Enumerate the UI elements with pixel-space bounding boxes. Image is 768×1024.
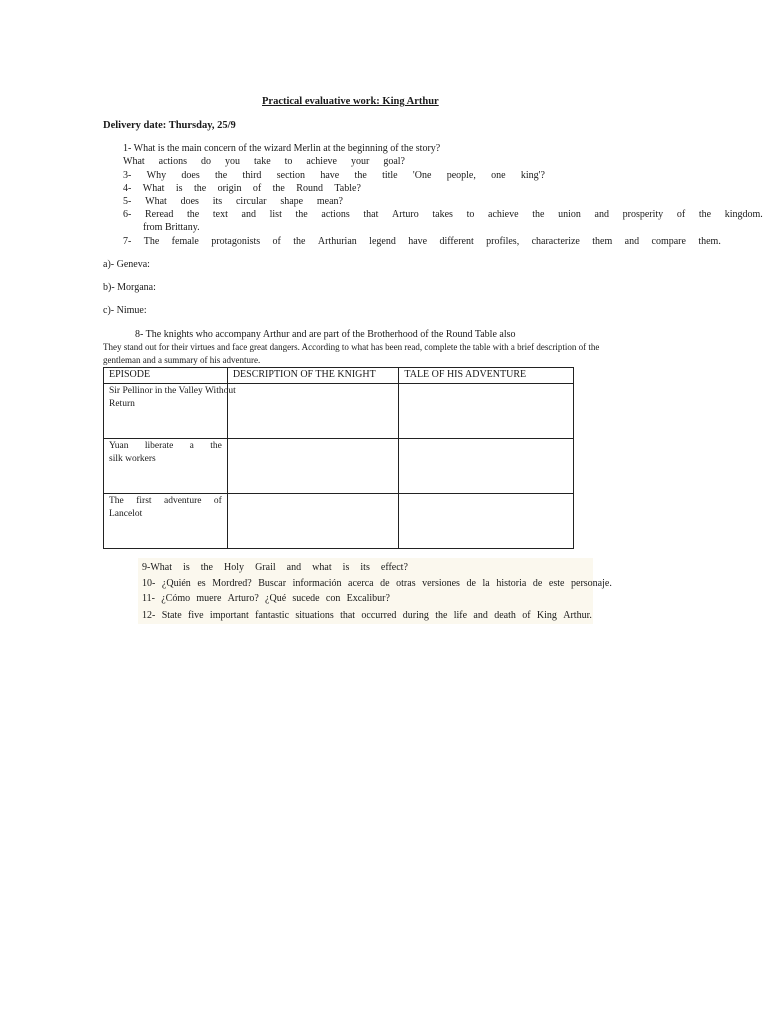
header-tale: TALE OF HIS ADVENTURE	[399, 368, 574, 384]
word: adventure	[164, 496, 202, 506]
word: death	[494, 610, 516, 621]
word: to	[284, 156, 293, 167]
episode-line-2: Lancelot	[109, 509, 143, 519]
word: list	[269, 209, 282, 220]
word: five	[188, 610, 204, 621]
word: union	[558, 209, 581, 220]
word: the	[698, 209, 712, 220]
word: de	[466, 578, 476, 589]
word: female	[171, 236, 199, 247]
word: 4-	[123, 183, 132, 194]
word: and	[624, 236, 640, 247]
question-1: 1- What is the main concern of the wizard Merlin at the beginning of the story?	[123, 143, 441, 154]
table-row	[104, 494, 574, 549]
word: acerca	[348, 578, 374, 589]
word: effect?	[380, 562, 408, 573]
word: ¿Qué	[265, 593, 287, 604]
word: take	[253, 156, 271, 167]
word: otras	[396, 578, 416, 589]
word: historia	[496, 578, 527, 589]
word: different	[439, 236, 474, 247]
word: takes	[432, 209, 453, 220]
word: shape	[280, 196, 304, 207]
word: a	[189, 441, 194, 451]
word: Reread	[145, 209, 174, 220]
word: Excalibur?	[346, 593, 390, 604]
word: es	[197, 578, 206, 589]
episode-line-2: Return	[109, 399, 135, 409]
word: Round	[296, 183, 323, 194]
word: king'?	[520, 170, 545, 181]
word: and	[241, 209, 256, 220]
question-10	[142, 578, 612, 589]
delivery-date: Delivery date: Thursday, 25/9	[103, 120, 236, 131]
word: the	[435, 610, 448, 621]
question-5	[123, 196, 343, 207]
table-header-row	[104, 368, 574, 384]
header-episode: EPISODE	[104, 368, 228, 384]
word: and	[594, 209, 609, 220]
word: its	[212, 196, 223, 207]
word: section	[276, 170, 306, 181]
word: of	[252, 183, 262, 194]
word: Mordred?	[212, 578, 252, 589]
word: is	[342, 562, 350, 573]
episode-line-1	[109, 495, 222, 508]
word: este	[548, 578, 565, 589]
word: goal?	[383, 156, 405, 167]
word: 'One	[412, 170, 432, 181]
word: does	[180, 196, 199, 207]
word: personaje.	[571, 578, 612, 589]
word: you	[224, 156, 240, 167]
word: the	[532, 209, 545, 220]
word: legend	[369, 236, 396, 247]
word: one	[491, 170, 506, 181]
description-cell[interactable]	[227, 384, 399, 439]
answer-geneva-label: a)- Geneva:	[103, 259, 150, 270]
question-8-line-1: 8- The knights who accompany Arthur and are part of the Brotherhood of the Round Table also	[135, 329, 516, 340]
word: Why	[146, 170, 167, 181]
word: circular	[235, 196, 267, 207]
document-title: Practical evaluative work: King Arthur	[262, 96, 439, 107]
answer-morgana-label: b)- Morgana:	[103, 282, 156, 293]
word: life	[453, 610, 468, 621]
question-6	[123, 209, 763, 220]
word: and	[473, 610, 488, 621]
word: 11-	[142, 593, 155, 604]
word: Arturo?	[227, 593, 259, 604]
word: have	[320, 170, 340, 181]
word: of	[213, 496, 222, 506]
question-6-continuation: from Brittany.	[143, 222, 200, 233]
word: during	[402, 610, 429, 621]
word: The	[143, 236, 160, 247]
word: The	[109, 496, 124, 506]
tale-cell[interactable]	[399, 384, 574, 439]
question-1-continuation	[123, 156, 405, 167]
word: that	[340, 610, 356, 621]
word: of	[522, 610, 531, 621]
question-8-line-3: gentleman and a summary of his adventure.	[103, 355, 261, 365]
word: important	[209, 610, 249, 621]
word: 12-	[142, 610, 156, 621]
question-3	[123, 170, 545, 181]
word: the	[186, 209, 200, 220]
word: your	[350, 156, 370, 167]
word: title	[382, 170, 398, 181]
word: to	[466, 209, 475, 220]
header-description: DESCRIPTION OF THE KNIGHT	[227, 368, 399, 384]
word: Buscar	[258, 578, 287, 589]
word: ¿Quién	[161, 578, 191, 589]
word: 6-	[123, 209, 132, 220]
word: What	[145, 196, 167, 207]
word: sucede	[292, 593, 320, 604]
word: mean?	[316, 196, 343, 207]
word: them	[592, 236, 613, 247]
description-cell[interactable]	[227, 439, 399, 494]
word: of	[272, 236, 281, 247]
word: prosperity	[622, 209, 664, 220]
description-cell[interactable]	[227, 494, 399, 549]
answer-nimue-label: c)- Nimue:	[103, 305, 147, 316]
word: 10-	[142, 578, 156, 589]
word: the	[193, 183, 207, 194]
word: of	[676, 209, 686, 220]
word: its	[360, 562, 370, 573]
word: what	[312, 562, 332, 573]
word: King	[536, 610, 557, 621]
word: the	[210, 441, 222, 451]
word: the	[215, 170, 228, 181]
word: la	[482, 578, 490, 589]
word: What	[123, 156, 145, 167]
word: liberate	[144, 441, 174, 451]
knights-table	[103, 367, 574, 549]
word: occurred	[361, 610, 397, 621]
word: origin	[217, 183, 242, 194]
word: third	[242, 170, 262, 181]
episode-cell	[104, 439, 228, 494]
word: situations	[295, 610, 334, 621]
word: What	[142, 183, 165, 194]
question-7	[123, 236, 721, 247]
word: Grail	[255, 562, 276, 573]
episode-line-1	[109, 440, 222, 453]
word: achieve	[306, 156, 337, 167]
word: the	[200, 562, 213, 573]
word: Arturo	[392, 209, 419, 220]
word: kingdom.	[724, 209, 763, 220]
word: characterize	[531, 236, 580, 247]
word: 7-	[123, 236, 132, 247]
tale-cell[interactable]	[399, 494, 574, 549]
table-row	[104, 439, 574, 494]
episode-cell: Sir Pellinor in the Valley Without Return	[104, 384, 228, 439]
word: versiones	[422, 578, 460, 589]
word: and	[286, 562, 302, 573]
question-11	[142, 593, 390, 604]
word: 5-	[123, 196, 132, 207]
question-8-line-2: They stand out for their virtues and face great dangers. According to what has been read, complete the table with a brief description of the	[103, 342, 600, 352]
word: de	[380, 578, 390, 589]
word: have	[408, 236, 428, 247]
word: información	[292, 578, 342, 589]
word: the	[272, 183, 285, 194]
word: ¿Cómo	[161, 593, 191, 604]
word: the	[295, 209, 308, 220]
question-12	[142, 610, 592, 621]
question-9	[142, 562, 408, 573]
word: that	[363, 209, 379, 220]
tale-cell[interactable]	[399, 439, 574, 494]
word: Holy	[224, 562, 245, 573]
word: people,	[446, 170, 476, 181]
word: actions	[321, 209, 350, 220]
word: the	[354, 170, 367, 181]
word: is	[175, 183, 183, 194]
word: de	[532, 578, 543, 589]
word: Yuan	[109, 441, 129, 451]
word: do	[200, 156, 211, 167]
word: compare	[651, 236, 686, 247]
word: fantastic	[255, 610, 290, 621]
table-row	[104, 384, 574, 439]
word: con	[325, 593, 341, 604]
word: first	[136, 496, 152, 506]
word: Arthurian	[317, 236, 357, 247]
word: text	[212, 209, 228, 220]
word: muere	[196, 593, 222, 604]
word: protagonists	[211, 236, 261, 247]
word: does	[181, 170, 200, 181]
word: 3-	[123, 170, 132, 181]
word: them.	[698, 236, 721, 247]
word: profiles,	[486, 236, 520, 247]
word: is	[183, 562, 190, 573]
word: Arthur.	[563, 610, 592, 621]
word: State	[161, 610, 182, 621]
word: actions	[158, 156, 187, 167]
word: the	[293, 236, 306, 247]
word: achieve	[488, 209, 519, 220]
episode-cell	[104, 494, 228, 549]
episode-line-2: silk workers	[109, 454, 156, 464]
question-4	[123, 183, 361, 194]
word: 9-What	[142, 562, 172, 573]
word: Table?	[334, 183, 361, 194]
